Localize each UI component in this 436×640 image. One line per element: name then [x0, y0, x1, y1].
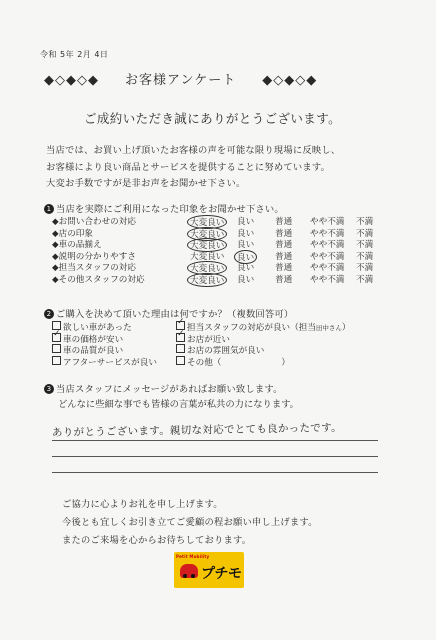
greeting: ご成約いただき誠にありがとうございます。 — [84, 111, 342, 126]
title-left-deco: ◆◇◆◇◆ — [44, 73, 99, 88]
rating-option[interactable]: 普通 — [275, 251, 293, 262]
rating-row-label: ◆車の品揃え — [52, 240, 102, 251]
comment-handwritten[interactable]: ありがとうございます。親切な対応でとても良かったです。 — [51, 421, 342, 439]
date-era: 令和 — [40, 50, 57, 59]
shop-logo — [174, 552, 244, 588]
rating-option[interactable]: 不満 — [356, 240, 374, 251]
reason-option-suffix: ） — [341, 323, 351, 333]
logo-tagline: Petit Mobility — [176, 554, 210, 559]
reason-option[interactable] — [52, 356, 157, 368]
rating-option[interactable]: 不満 — [356, 217, 374, 227]
rating-row-label: ◆店の印象 — [52, 228, 93, 239]
intro-text — [46, 143, 340, 193]
closing-text — [62, 496, 318, 550]
handwritten-staff-name: 田中さん — [315, 324, 342, 332]
rating-row-label: ◆その他スタッフの対応 — [52, 275, 145, 285]
reason-option[interactable] — [52, 321, 132, 333]
question-2-number: 2 — [44, 309, 54, 319]
rating-option[interactable]: やや不満 — [310, 275, 345, 285]
rating-option[interactable]: 普通 — [275, 240, 293, 251]
intro-line: 当店では、お買い上げ頂いたお客様の声を可能な限り現場に反映し、 — [46, 145, 341, 156]
reason-option-label: お店が近い — [187, 334, 230, 345]
date-month-unit: 月 — [82, 50, 92, 59]
rating-option[interactable]: やや不満 — [310, 228, 345, 239]
rating-option[interactable]: やや不満 — [310, 217, 345, 227]
question-3-number: 3 — [44, 384, 54, 394]
date-day-unit: 日 — [99, 50, 109, 59]
checkbox[interactable] — [176, 344, 185, 353]
comment-line — [52, 472, 378, 473]
reason-option-label: その他（ — [187, 357, 222, 368]
closing-line: またのご来場を心からお待ちしております。 — [62, 535, 252, 546]
reason-option[interactable] — [176, 356, 290, 368]
rating-option[interactable]: 普通 — [275, 263, 293, 274]
question-2 — [44, 306, 293, 320]
comment-line — [52, 440, 378, 441]
reason-option-suffix: ） — [281, 357, 290, 368]
rating-option[interactable]: やや不満 — [310, 240, 345, 251]
comment-line — [52, 456, 378, 457]
logo-name: プチモ — [201, 566, 242, 582]
reason-option[interactable] — [52, 344, 123, 356]
question-3-subtext: どんなに些細な事でも皆様の言葉が私共の力になります。 — [58, 399, 299, 410]
checkbox[interactable] — [52, 356, 61, 365]
question-1-number: 1 — [44, 204, 54, 214]
rating-option[interactable]: 良い — [234, 250, 257, 264]
checkbox[interactable] — [52, 344, 61, 353]
reason-option-label: お店の雰囲気が良い — [187, 346, 265, 356]
rating-option[interactable]: 大変良い — [187, 227, 227, 241]
rating-option[interactable]: 良い — [237, 228, 255, 239]
rating-option[interactable]: 不満 — [356, 251, 374, 262]
rating-row-label: ◆説明の分かりやすさ — [52, 251, 136, 262]
rating-option[interactable]: やや不満 — [310, 263, 345, 274]
car-icon — [180, 564, 198, 578]
rating-option[interactable]: 不満 — [356, 263, 374, 274]
question-1-text: 当店を実際にご利用になった印象をお聞かせ下さい。 — [56, 204, 284, 215]
rating-option[interactable]: 良い — [237, 275, 255, 285]
rating-option[interactable]: 良い — [237, 217, 255, 227]
date-year-unit: 年 — [65, 50, 75, 59]
reason-option[interactable] — [176, 321, 351, 333]
closing-line: 今後とも宜しくお引き立てご愛顧の程お願い申し上げます。 — [62, 517, 318, 528]
rating-option[interactable]: 良い — [237, 240, 255, 251]
reason-option-label: 車の品質が良い — [63, 346, 124, 356]
reason-option-label: 担当スタッフの対応が良い（担当 — [187, 323, 316, 333]
rating-option[interactable]: 普通 — [275, 228, 293, 239]
rating-row-label: ◆担当スタッフの対応 — [52, 263, 136, 274]
date-year: 5 — [60, 50, 66, 59]
title-right-deco: ◆◇◆◇◆ — [262, 73, 318, 88]
intro-line: お客様により良い商品とサービスを提供することに努めています。 — [46, 161, 331, 173]
page-title: お客様アンケート — [125, 73, 237, 88]
rating-option[interactable]: 大変良い — [190, 251, 225, 262]
rating-option[interactable]: 大変良い — [187, 261, 227, 275]
checkbox[interactable] — [176, 333, 185, 342]
rating-option[interactable]: 普通 — [275, 275, 293, 285]
rating-option[interactable]: 普通 — [275, 217, 293, 227]
reason-option-label: 欲しい車があった — [63, 323, 132, 333]
rating-option[interactable]: 不満 — [356, 275, 374, 285]
rating-option[interactable]: 不満 — [356, 228, 374, 239]
date-month: 2 — [77, 50, 83, 59]
rating-option[interactable]: 大変良い — [187, 215, 227, 229]
reason-option[interactable] — [52, 333, 123, 345]
question-1 — [44, 201, 284, 215]
rating-option[interactable]: 大変良い — [187, 273, 227, 287]
title-row — [44, 69, 394, 88]
reason-option-label: 車の価格が安い — [63, 334, 124, 345]
checkbox[interactable] — [52, 333, 61, 342]
rating-option[interactable]: 良い — [237, 263, 255, 274]
rating-option[interactable]: やや不満 — [310, 251, 345, 262]
reason-option[interactable] — [176, 344, 264, 356]
question-2-text: ご購入を決めて頂いた理由は何ですか？（複数回答可） — [56, 309, 294, 320]
intro-line: 大変お手数ですが是非お声をお聞かせ下さい。 — [46, 178, 246, 189]
rating-option[interactable]: 大変良い — [187, 238, 227, 252]
question-3-text: 当店スタッフにメッセージがあればお願い致します。 — [56, 384, 283, 395]
reason-option-label: アフターサービスが良い — [63, 357, 157, 368]
date — [40, 49, 108, 60]
reason-option[interactable] — [176, 333, 230, 345]
question-3 — [44, 381, 283, 395]
rating-row — [52, 273, 372, 286]
closing-line: ご協力に心よりお礼を申し上げます。 — [62, 499, 223, 510]
date-day: 4 — [94, 50, 100, 59]
rating-row-label: ◆お問い合わせの対応 — [52, 217, 136, 227]
checkbox[interactable] — [176, 356, 185, 365]
